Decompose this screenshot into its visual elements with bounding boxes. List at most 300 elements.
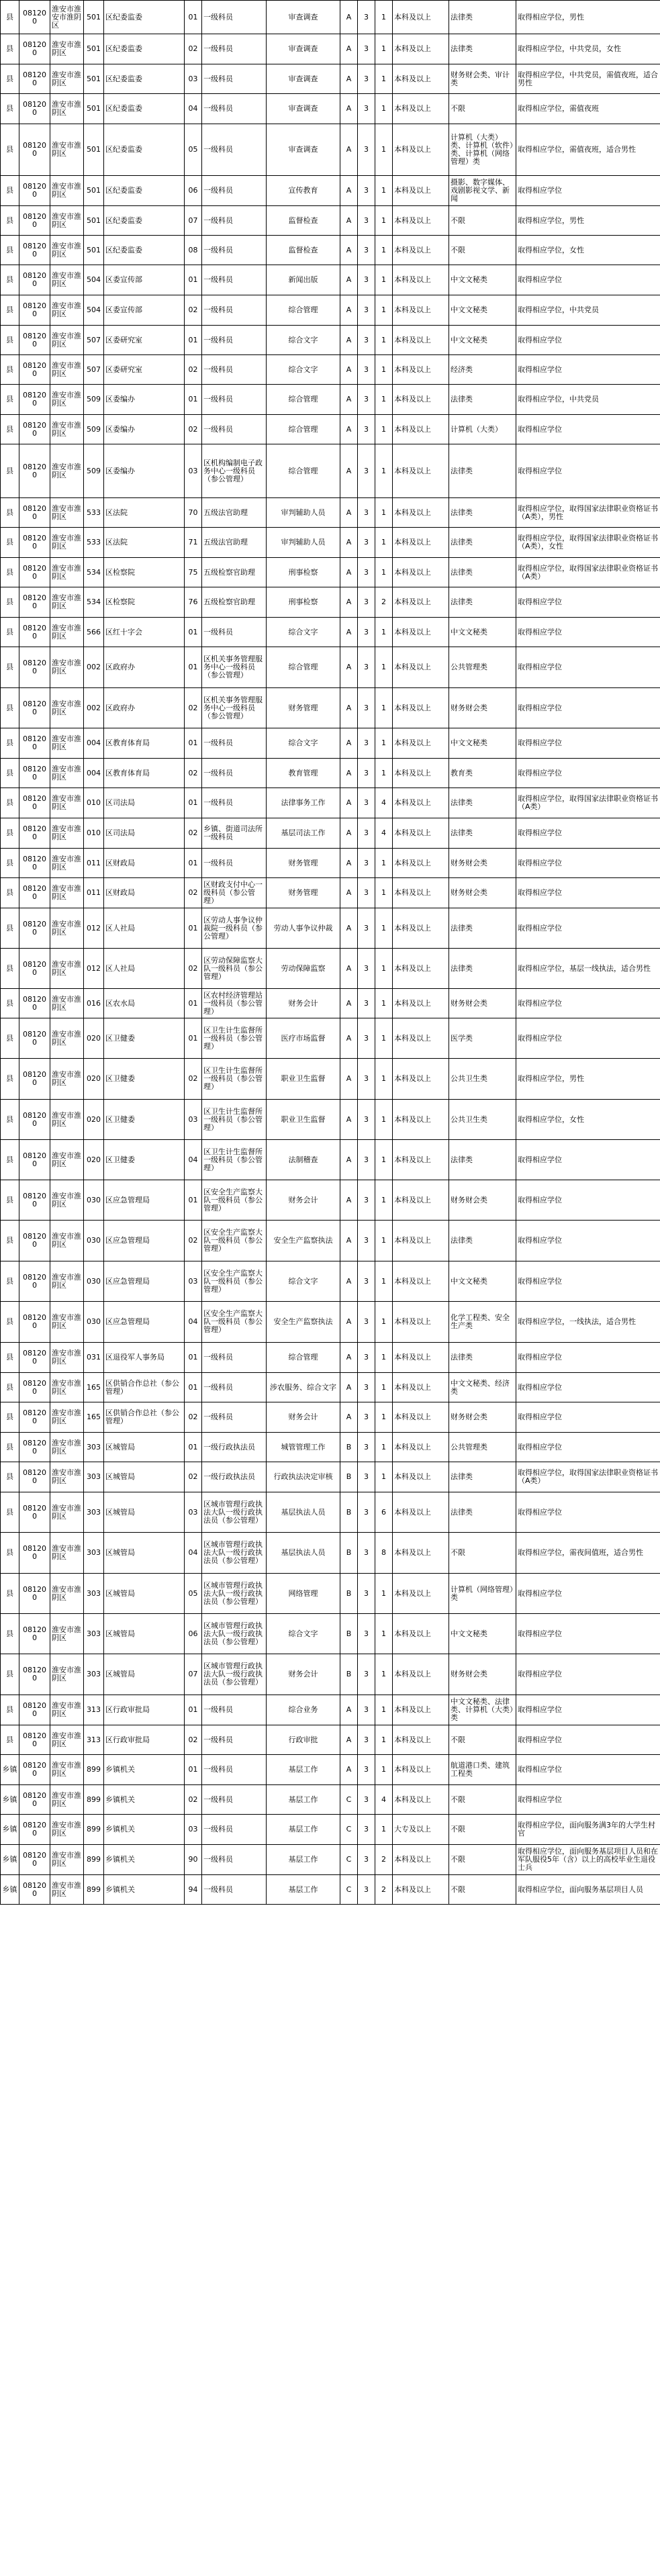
cell-level: 县	[1, 1221, 19, 1261]
cell-other-requirements: 取得相应学位，取得国家法律职业资格证书（A类），女性	[516, 528, 660, 558]
cell-post-code: 01	[185, 265, 202, 295]
cell-education: 本科及以上	[393, 1100, 449, 1140]
cell-education: 本科及以上	[393, 1261, 449, 1302]
table-row	[1, 1221, 660, 1261]
cell-unit-code: 081200	[19, 1462, 50, 1492]
cell-unit-code: 081200	[19, 265, 50, 295]
cell-unit-code: 081200	[19, 1221, 50, 1261]
cell-count: 1	[375, 176, 393, 206]
cell-exam-type: A	[340, 94, 358, 124]
cell-post-duty: 基层工作	[267, 1845, 340, 1875]
cell-count: 2	[375, 1845, 393, 1875]
cell-post-code: 01	[185, 1695, 202, 1725]
cell-ratio: 3	[358, 355, 375, 385]
cell-post-duty: 监督检查	[267, 236, 340, 265]
cell-post-name: 一级科员	[202, 1815, 267, 1845]
cell-dept-name: 区纪委监委	[104, 206, 185, 236]
table-row	[1, 265, 660, 295]
cell-post-code: 02	[185, 34, 202, 64]
cell-education: 本科及以上	[393, 1492, 449, 1533]
cell-dept-code: 165	[84, 1373, 104, 1402]
cell-dept-name: 区委编办	[104, 415, 185, 444]
cell-major: 公共管理类	[449, 1433, 516, 1462]
cell-post-duty: 综合业务	[267, 1695, 340, 1725]
cell-exam-type: A	[340, 176, 358, 206]
cell-dept-code: 501	[84, 124, 104, 176]
cell-post-name: 区城市管理行政执法大队一级行政执法员（参公管理）	[202, 1492, 267, 1533]
cell-post-name: 区城市管理行政执法大队一级行政执法员（参公管理）	[202, 1533, 267, 1574]
cell-ratio: 3	[358, 295, 375, 326]
cell-count: 1	[375, 1654, 393, 1695]
cell-area: 淮安市淮阴区	[50, 647, 84, 688]
table-row	[1, 788, 660, 818]
cell-post-duty: 审判辅助人员	[267, 498, 340, 528]
cell-post-name: 区卫生计生监督所一级科员（参公管理）	[202, 1100, 267, 1140]
cell-other-requirements: 取得相应学位	[516, 908, 660, 949]
cell-post-duty: 劳动保障监察	[267, 949, 340, 989]
cell-major: 教育类	[449, 759, 516, 788]
cell-unit-code: 081200	[19, 528, 50, 558]
cell-post-name: 一级科员	[202, 94, 267, 124]
cell-post-duty: 基层执法人员	[267, 1533, 340, 1574]
cell-major: 财务财会类	[449, 1180, 516, 1221]
cell-count: 1	[375, 1373, 393, 1402]
cell-ratio: 3	[358, 728, 375, 759]
cell-education: 本科及以上	[393, 1533, 449, 1574]
cell-major: 法律类	[449, 788, 516, 818]
cell-exam-type: A	[340, 1, 358, 34]
cell-post-code: 01	[185, 385, 202, 415]
cell-level: 县	[1, 1492, 19, 1533]
cell-dept-code: 016	[84, 989, 104, 1018]
cell-post-code: 01	[185, 647, 202, 688]
cell-area: 淮安市淮阴区	[50, 618, 84, 647]
cell-dept-name: 区委编办	[104, 444, 185, 498]
cell-dept-code: 501	[84, 34, 104, 64]
cell-post-code: 01	[185, 788, 202, 818]
table-row	[1, 949, 660, 989]
cell-other-requirements: 取得相应学位	[516, 1402, 660, 1433]
cell-major: 法律类	[449, 1, 516, 34]
cell-major: 不限	[449, 1785, 516, 1815]
cell-count: 1	[375, 385, 393, 415]
cell-education: 本科及以上	[393, 1373, 449, 1402]
cell-dept-code: 012	[84, 949, 104, 989]
cell-unit-code: 081200	[19, 1574, 50, 1614]
cell-other-requirements: 取得相应学位	[516, 1140, 660, 1180]
cell-post-name: 五级法官助理	[202, 528, 267, 558]
cell-count: 1	[375, 1725, 393, 1755]
cell-other-requirements: 取得相应学位	[516, 1755, 660, 1785]
cell-post-code: 04	[185, 1533, 202, 1574]
cell-post-code: 71	[185, 528, 202, 558]
cell-unit-code: 081200	[19, 989, 50, 1018]
cell-other-requirements: 取得相应学位，面向服务基层项目人员和在军队服役5年（含）以上的高校毕业生退役士兵	[516, 1845, 660, 1875]
cell-unit-code: 081200	[19, 728, 50, 759]
cell-post-duty: 综合文字	[267, 618, 340, 647]
table-row	[1, 1785, 660, 1815]
cell-exam-type: A	[340, 989, 358, 1018]
cell-post-duty: 审判辅助人员	[267, 528, 340, 558]
cell-count: 1	[375, 1574, 393, 1614]
cell-level: 县	[1, 989, 19, 1018]
table-row	[1, 1059, 660, 1100]
cell-level: 县	[1, 1059, 19, 1100]
cell-ratio: 3	[358, 1221, 375, 1261]
cell-dept-code: 011	[84, 849, 104, 878]
table-row	[1, 728, 660, 759]
cell-area: 淮安市淮阴区	[50, 444, 84, 498]
cell-dept-code: 501	[84, 1, 104, 34]
cell-other-requirements: 取得相应学位，面向服务满3年的大学生村官	[516, 1815, 660, 1845]
cell-education: 本科及以上	[393, 1614, 449, 1654]
cell-dept-name: 乡镇机关	[104, 1875, 185, 1905]
cell-post-duty: 审查调查	[267, 94, 340, 124]
cell-dept-name: 区供销合作总社（参公管理）	[104, 1402, 185, 1433]
cell-area: 淮安市淮阴区	[50, 1100, 84, 1140]
cell-level: 县	[1, 64, 19, 94]
cell-education: 本科及以上	[393, 1302, 449, 1343]
cell-level: 县	[1, 558, 19, 587]
cell-dept-code: 509	[84, 415, 104, 444]
cell-area: 淮安市淮阴区	[50, 1462, 84, 1492]
cell-post-code: 01	[185, 1433, 202, 1462]
cell-dept-code: 030	[84, 1221, 104, 1261]
cell-post-name: 区安全生产监察大队一级科员（参公管理）	[202, 1180, 267, 1221]
cell-ratio: 3	[358, 415, 375, 444]
cell-dept-name: 区城管局	[104, 1614, 185, 1654]
cell-education: 本科及以上	[393, 1785, 449, 1815]
cell-unit-code: 081200	[19, 1402, 50, 1433]
cell-area: 淮安市淮阴区	[50, 34, 84, 64]
cell-ratio: 3	[358, 1785, 375, 1815]
cell-other-requirements: 取得相应学位，女性	[516, 236, 660, 265]
table-row	[1, 1492, 660, 1533]
cell-post-code: 02	[185, 1402, 202, 1433]
cell-count: 1	[375, 236, 393, 265]
cell-post-name: 区城市管理行政执法大队一级行政执法员（参公管理）	[202, 1574, 267, 1614]
cell-post-code: 75	[185, 558, 202, 587]
cell-dept-name: 区委宣传部	[104, 295, 185, 326]
cell-level: 县	[1, 728, 19, 759]
cell-dept-name: 区教育体育局	[104, 728, 185, 759]
cell-level: 乡镇	[1, 1845, 19, 1875]
cell-level: 县	[1, 1, 19, 34]
cell-area: 淮安市淮阴区	[50, 1654, 84, 1695]
cell-count: 1	[375, 989, 393, 1018]
cell-post-code: 02	[185, 355, 202, 385]
cell-level: 县	[1, 1140, 19, 1180]
cell-post-name: 一级科员	[202, 1875, 267, 1905]
cell-dept-name: 区供销合作总社（参公管理）	[104, 1373, 185, 1402]
cell-area: 淮安市淮阴区	[50, 94, 84, 124]
cell-ratio: 3	[358, 206, 375, 236]
cell-area: 淮安市淮阴区	[50, 908, 84, 949]
cell-major: 公共卫生类	[449, 1059, 516, 1100]
table-row	[1, 1302, 660, 1343]
cell-major: 中文文秘类	[449, 1614, 516, 1654]
table-row	[1, 1100, 660, 1140]
cell-area: 淮安市淮阴区	[50, 949, 84, 989]
cell-major: 不限	[449, 94, 516, 124]
cell-post-duty: 职业卫生监督	[267, 1059, 340, 1100]
cell-post-duty: 医疗市场监督	[267, 1018, 340, 1059]
cell-unit-code: 081200	[19, 34, 50, 64]
cell-education: 本科及以上	[393, 124, 449, 176]
cell-ratio: 3	[358, 1614, 375, 1654]
cell-post-duty: 综合管理	[267, 647, 340, 688]
cell-education: 本科及以上	[393, 618, 449, 647]
cell-ratio: 3	[358, 1180, 375, 1221]
cell-exam-type: B	[340, 1433, 358, 1462]
table-row	[1, 64, 660, 94]
cell-post-code: 70	[185, 498, 202, 528]
cell-post-name: 区农村经济管理站一级科员（参公管理）	[202, 989, 267, 1018]
table-row	[1, 528, 660, 558]
cell-dept-code: 010	[84, 818, 104, 849]
cell-other-requirements: 取得相应学位，需值夜班	[516, 94, 660, 124]
cell-exam-type: A	[340, 908, 358, 949]
cell-area: 淮安市淮阴区	[50, 1373, 84, 1402]
cell-post-duty: 综合管理	[267, 1343, 340, 1373]
cell-count: 1	[375, 1059, 393, 1100]
cell-dept-code: 002	[84, 688, 104, 728]
cell-post-duty: 审查调查	[267, 34, 340, 64]
cell-post-name: 乡镇、街道司法所一级科员	[202, 818, 267, 849]
table-row	[1, 94, 660, 124]
table-row	[1, 818, 660, 849]
table-row	[1, 1725, 660, 1755]
cell-post-code: 02	[185, 1221, 202, 1261]
cell-exam-type: A	[340, 1180, 358, 1221]
cell-education: 本科及以上	[393, 34, 449, 64]
cell-major: 中文文秘类	[449, 265, 516, 295]
cell-dept-code: 313	[84, 1695, 104, 1725]
cell-unit-code: 081200	[19, 908, 50, 949]
cell-area: 淮安市淮阴区	[50, 1725, 84, 1755]
table-row	[1, 1261, 660, 1302]
cell-education: 本科及以上	[393, 1018, 449, 1059]
cell-dept-name: 区农水局	[104, 989, 185, 1018]
cell-dept-name: 区纪委监委	[104, 124, 185, 176]
cell-other-requirements: 取得相应学位	[516, 326, 660, 355]
cell-area: 淮安市淮阴区	[50, 558, 84, 587]
cell-count: 1	[375, 618, 393, 647]
cell-area: 淮安市淮阴区	[50, 1302, 84, 1343]
cell-other-requirements: 取得相应学位	[516, 618, 660, 647]
cell-count: 1	[375, 878, 393, 908]
cell-post-code: 03	[185, 1815, 202, 1845]
cell-ratio: 3	[358, 1533, 375, 1574]
cell-education: 本科及以上	[393, 908, 449, 949]
cell-other-requirements: 取得相应学位	[516, 1492, 660, 1533]
cell-major: 中文文秘类	[449, 728, 516, 759]
cell-major: 法律类	[449, 1343, 516, 1373]
cell-unit-code: 081200	[19, 236, 50, 265]
cell-major: 财务财会类	[449, 989, 516, 1018]
cell-dept-code: 004	[84, 728, 104, 759]
table-row	[1, 176, 660, 206]
cell-post-name: 一级科员	[202, 385, 267, 415]
cell-major: 摄影、数字媒体、戏剧影视文学、新闻	[449, 176, 516, 206]
cell-other-requirements: 取得相应学位，需值夜班，适合男性	[516, 124, 660, 176]
cell-major: 计算机（大类）	[449, 415, 516, 444]
cell-level: 县	[1, 908, 19, 949]
cell-dept-code: 501	[84, 206, 104, 236]
cell-education: 本科及以上	[393, 265, 449, 295]
cell-count: 1	[375, 444, 393, 498]
cell-education: 本科及以上	[393, 878, 449, 908]
cell-post-duty: 财务会计	[267, 1402, 340, 1433]
cell-post-name: 一级科员	[202, 64, 267, 94]
cell-post-code: 08	[185, 236, 202, 265]
cell-unit-code: 081200	[19, 1725, 50, 1755]
cell-level: 县	[1, 124, 19, 176]
cell-dept-name: 区行政审批局	[104, 1725, 185, 1755]
cell-education: 本科及以上	[393, 1725, 449, 1755]
cell-level: 乡镇	[1, 1785, 19, 1815]
cell-ratio: 3	[358, 1433, 375, 1462]
cell-count: 1	[375, 64, 393, 94]
cell-area: 淮安市淮安市淮阴区	[50, 1, 84, 34]
cell-level: 县	[1, 1343, 19, 1373]
cell-post-name: 一级科员	[202, 295, 267, 326]
cell-post-duty: 涉农服务、综合文字	[267, 1373, 340, 1402]
cell-other-requirements: 取得相应学位，面向服务基层项目人员	[516, 1875, 660, 1905]
cell-post-code: 02	[185, 295, 202, 326]
cell-count: 1	[375, 355, 393, 385]
cell-ratio: 3	[358, 1695, 375, 1725]
cell-post-code: 01	[185, 728, 202, 759]
cell-post-name: 区安全生产监察大队一级科员（参公管理）	[202, 1302, 267, 1343]
cell-dept-name: 区委宣传部	[104, 265, 185, 295]
cell-level: 县	[1, 1018, 19, 1059]
table-row	[1, 1654, 660, 1695]
cell-post-duty: 财务管理	[267, 849, 340, 878]
cell-count: 1	[375, 1402, 393, 1433]
cell-dept-code: 509	[84, 444, 104, 498]
cell-count: 2	[375, 587, 393, 618]
cell-post-duty: 基层执法人员	[267, 1492, 340, 1533]
cell-exam-type: A	[340, 1755, 358, 1785]
cell-other-requirements: 取得相应学位	[516, 1343, 660, 1373]
cell-major: 法律类	[449, 1492, 516, 1533]
cell-post-name: 区机关事务管理服务中心一级科员（参公管理）	[202, 647, 267, 688]
cell-education: 本科及以上	[393, 587, 449, 618]
cell-exam-type: A	[340, 498, 358, 528]
cell-exam-type: C	[340, 1845, 358, 1875]
cell-level: 县	[1, 949, 19, 989]
cell-unit-code: 081200	[19, 759, 50, 788]
cell-area: 淮安市淮阴区	[50, 385, 84, 415]
cell-unit-code: 081200	[19, 498, 50, 528]
table-row	[1, 1343, 660, 1373]
cell-exam-type: A	[340, 1221, 358, 1261]
cell-dept-code: 533	[84, 528, 104, 558]
cell-exam-type: A	[340, 818, 358, 849]
cell-unit-code: 081200	[19, 688, 50, 728]
cell-post-duty: 财务会计	[267, 1654, 340, 1695]
cell-post-duty: 宣传教育	[267, 176, 340, 206]
cell-count: 6	[375, 1492, 393, 1533]
cell-post-name: 一级科员	[202, 1373, 267, 1402]
cell-ratio: 3	[358, 587, 375, 618]
cell-post-duty: 新闻出版	[267, 265, 340, 295]
cell-major: 中文文秘类、法律类、计算机（大类）类	[449, 1695, 516, 1725]
cell-area: 淮安市淮阴区	[50, 1614, 84, 1654]
cell-major: 法律类	[449, 587, 516, 618]
cell-level: 县	[1, 265, 19, 295]
cell-ratio: 3	[358, 1654, 375, 1695]
cell-major: 计算机（网络管理）类	[449, 1574, 516, 1614]
cell-post-code: 02	[185, 1725, 202, 1755]
cell-dept-name: 乡镇机关	[104, 1815, 185, 1845]
cell-post-duty: 劳动人事争议仲裁	[267, 908, 340, 949]
cell-dept-name: 区纪委监委	[104, 236, 185, 265]
cell-level: 乡镇	[1, 1815, 19, 1845]
cell-education: 本科及以上	[393, 1845, 449, 1875]
cell-count: 1	[375, 1695, 393, 1725]
cell-dept-code: 303	[84, 1533, 104, 1574]
cell-major: 中文文秘类	[449, 295, 516, 326]
cell-dept-name: 区卫健委	[104, 1140, 185, 1180]
cell-major: 不限	[449, 1533, 516, 1574]
cell-education: 本科及以上	[393, 1059, 449, 1100]
cell-ratio: 3	[358, 1018, 375, 1059]
cell-post-code: 02	[185, 759, 202, 788]
cell-post-code: 04	[185, 1140, 202, 1180]
cell-level: 县	[1, 1695, 19, 1725]
cell-dept-name: 区应急管理局	[104, 1180, 185, 1221]
cell-area: 淮安市淮阴区	[50, 989, 84, 1018]
cell-other-requirements: 取得相应学位，需夜间值班，适合男性	[516, 1533, 660, 1574]
cell-post-name: 区卫生计生监督所一级科员（参公管理）	[202, 1140, 267, 1180]
cell-dept-code: 504	[84, 265, 104, 295]
cell-count: 1	[375, 949, 393, 989]
cell-post-name: 一级科员	[202, 326, 267, 355]
cell-post-name: 一级科员	[202, 1785, 267, 1815]
cell-major: 法律类	[449, 385, 516, 415]
cell-area: 淮安市淮阴区	[50, 1261, 84, 1302]
cell-post-duty: 安全生产监察执法	[267, 1221, 340, 1261]
cell-post-duty: 网络管理	[267, 1574, 340, 1614]
cell-unit-code: 081200	[19, 1100, 50, 1140]
table-row	[1, 849, 660, 878]
cell-exam-type: A	[340, 326, 358, 355]
cell-education: 本科及以上	[393, 1, 449, 34]
cell-education: 本科及以上	[393, 759, 449, 788]
table-row	[1, 1433, 660, 1462]
cell-education: 本科及以上	[393, 989, 449, 1018]
cell-level: 县	[1, 1433, 19, 1462]
cell-level: 县	[1, 295, 19, 326]
cell-level: 县	[1, 498, 19, 528]
cell-ratio: 3	[358, 989, 375, 1018]
table-row	[1, 759, 660, 788]
cell-count: 1	[375, 1100, 393, 1140]
cell-ratio: 3	[358, 34, 375, 64]
table-row	[1, 1180, 660, 1221]
cell-area: 淮安市淮阴区	[50, 759, 84, 788]
cell-dept-name: 区教育体育局	[104, 759, 185, 788]
cell-level: 县	[1, 1614, 19, 1654]
cell-other-requirements: 取得相应学位	[516, 1221, 660, 1261]
cell-post-duty: 基层司法工作	[267, 818, 340, 849]
cell-level: 县	[1, 647, 19, 688]
cell-education: 本科及以上	[393, 1695, 449, 1725]
cell-post-duty: 基层工作	[267, 1875, 340, 1905]
cell-area: 淮安市淮阴区	[50, 498, 84, 528]
